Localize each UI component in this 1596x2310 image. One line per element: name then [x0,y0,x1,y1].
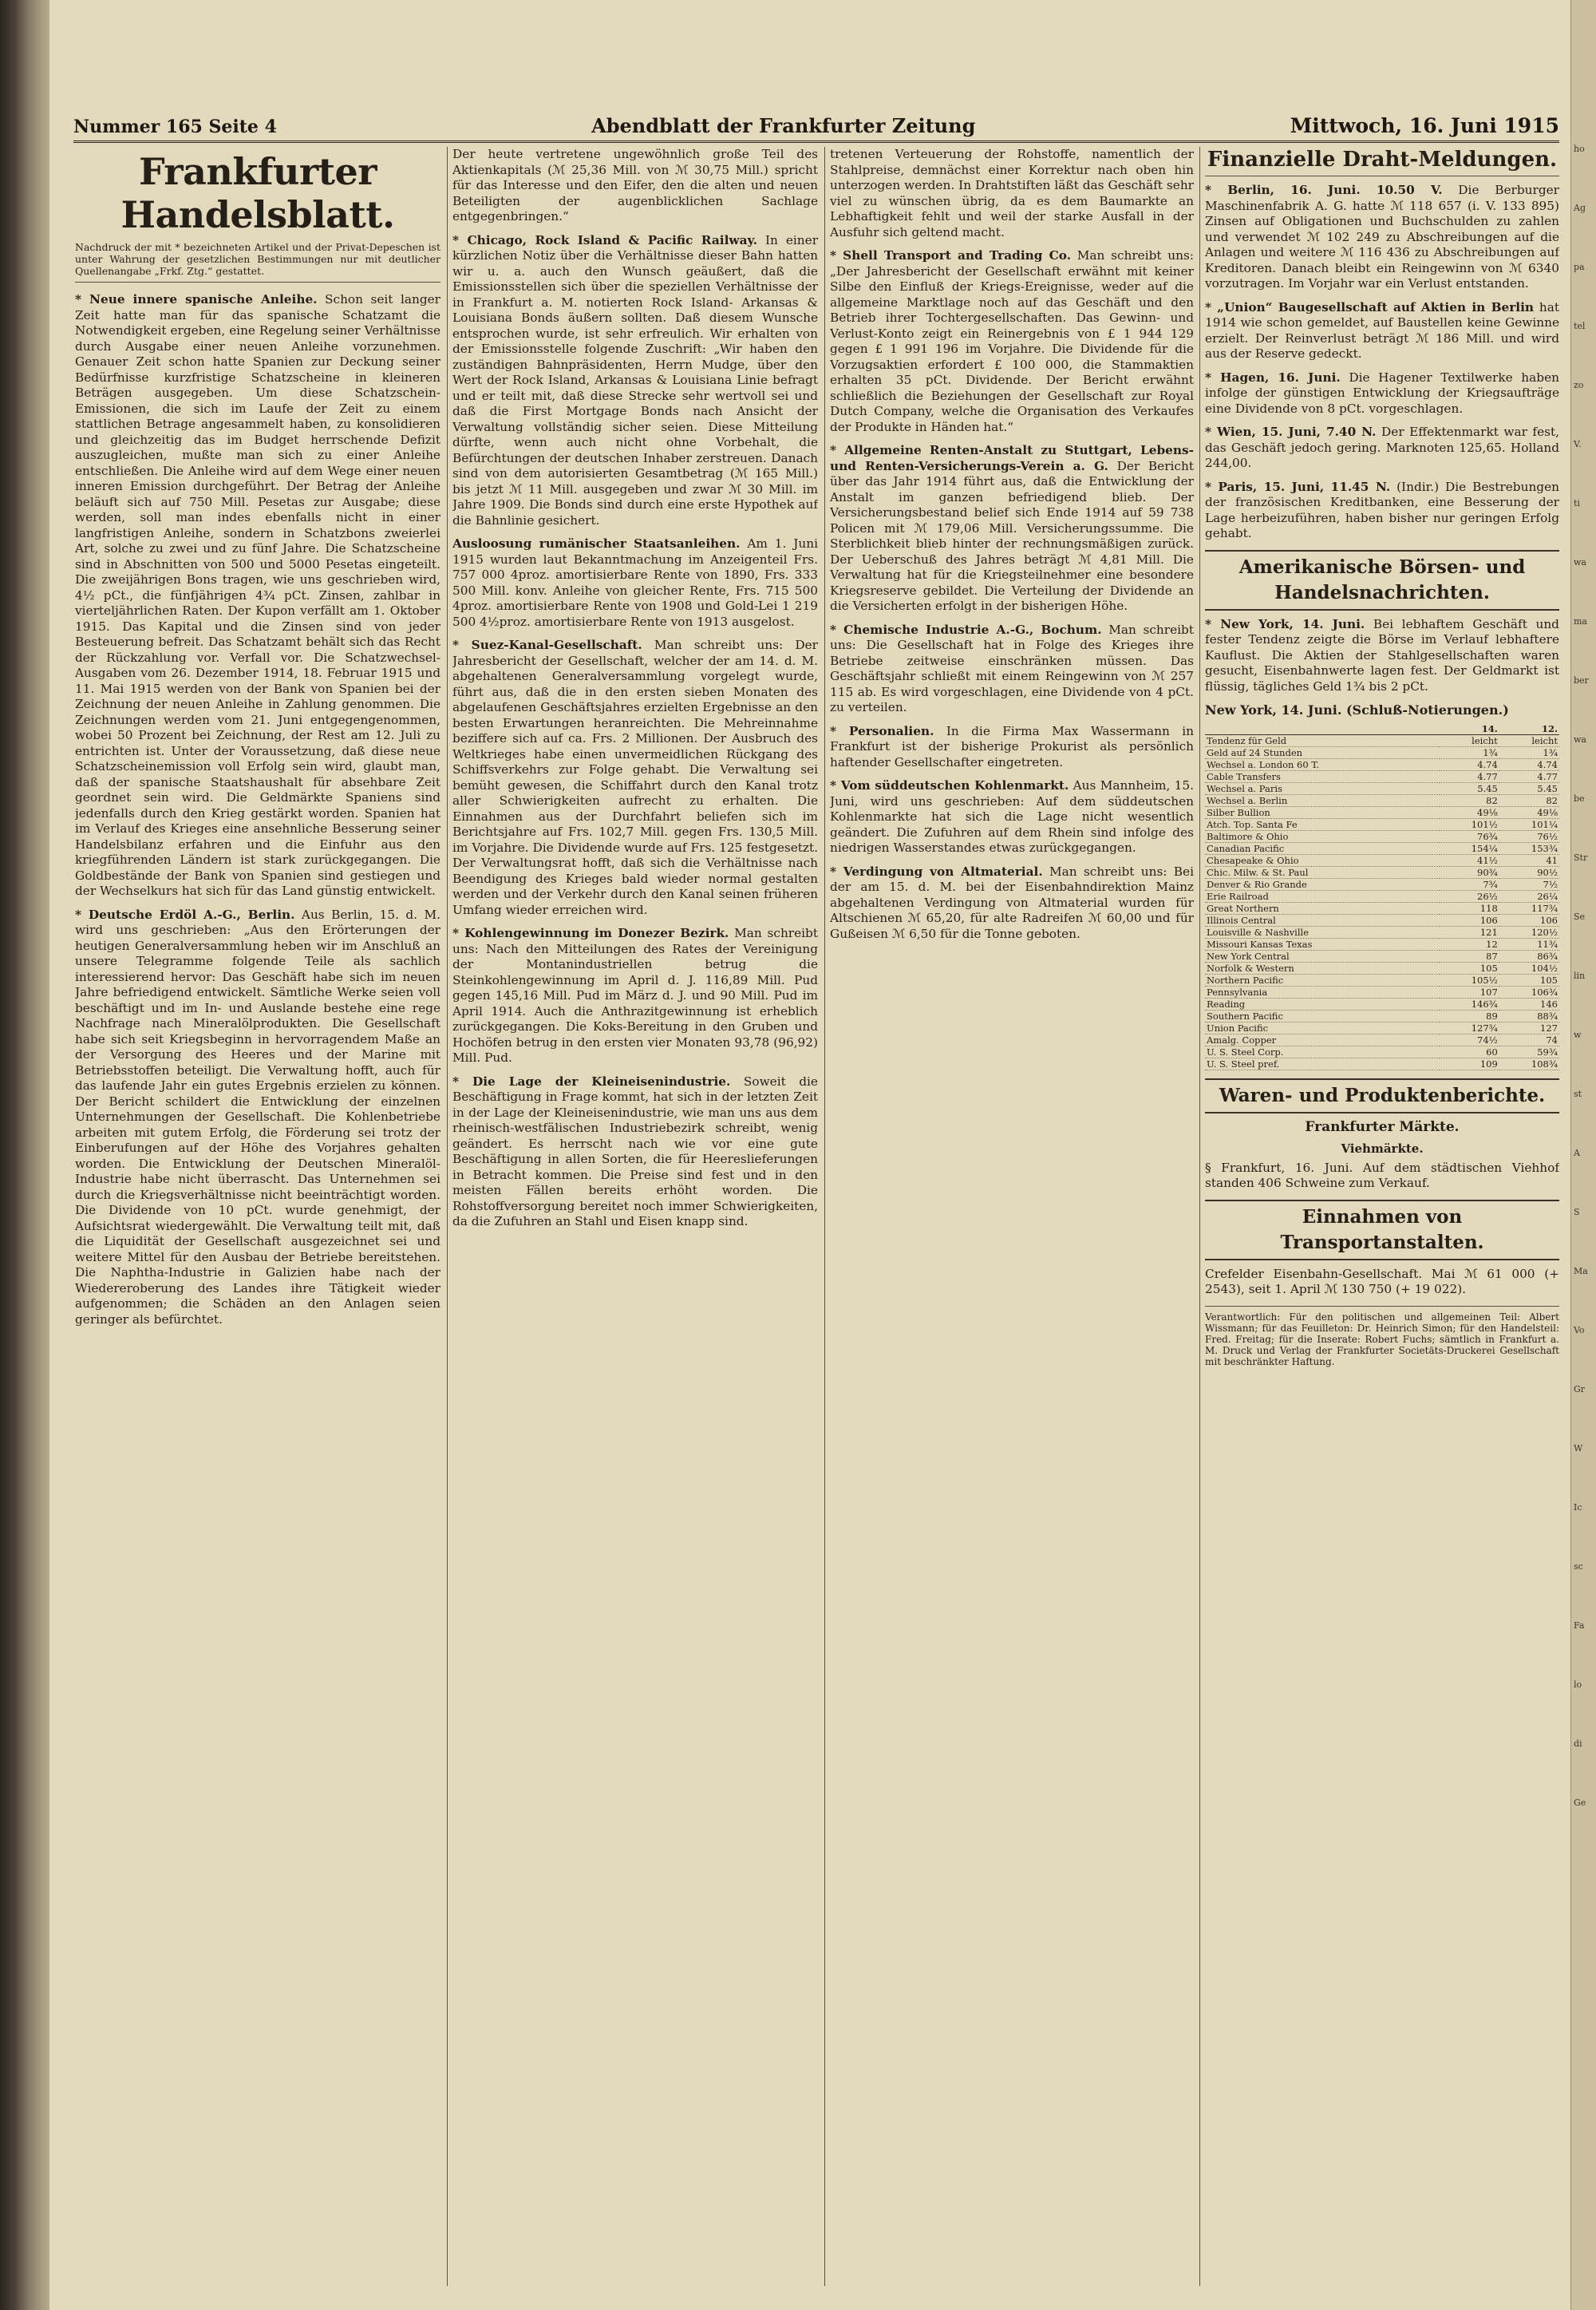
quote-value: 49⅛ [1499,806,1559,818]
quotes-row [1205,1058,1559,1070]
article-body: Soweit die Beschäftigung in Frage kommt, hat sich in der letzten Zeit in der Lage der Kleineisenindustrie, wie man uns aus dem rheinisch-westfälischen Industriebezirk schreibt, wenig geändert. Es herrscht nach wie vor eine gute Beschäftigung in allen Sorten, die für Heereslieferungen in Betracht kommen. Die Preise sind fest und in den meisten Fällen bereits erhöht worden. Die Rohstoffversorgung bereitet noch immer Schwierigkeiten, da die Zufuhren an Stahl und Eisen knapp sind. [452,1074,818,1228]
edge-fragment: Ge [1574,1798,1586,1808]
article-title: Ausloosung rumänischer Staatsanleihen. [452,536,741,551]
article-body: (Indir.) Die Bestrebungen der französischen Kreditbanken, eine Besserung der Lage herbeizuführen, haben bisher nur geringen Erfolg gehabt. [1205,479,1559,540]
quote-name: Canadian Pacific [1205,842,1440,854]
quote-value: 153¾ [1499,842,1559,854]
quotes-row [1205,842,1559,854]
quote-name: Erie Railroad [1205,890,1440,902]
quotes-row [1205,770,1559,782]
quote-value: 101¼ [1499,818,1559,830]
quote-value: 105 [1499,974,1559,986]
edge-fragment: wa [1574,734,1586,745]
edge-fragment: lin [1574,971,1586,981]
quote-value: leicht [1440,734,1499,746]
edge-fragment: V. [1574,439,1582,449]
column-2 [452,147,818,2286]
quote-name: Southern Pacific [1205,1010,1440,1022]
article-body: In die Firma Max Wassermann in Frankfurt ist der bisherige Prokurist als persönlich haftender Gesellschafter eingetreten. [830,723,1194,769]
quotes-row [1205,746,1559,758]
head-rule [73,140,1559,143]
quotes-row [1205,974,1559,986]
article-title: * Suez-Kanal-Gesellschaft. [452,638,642,652]
quote-value: 154¼ [1440,842,1499,854]
quote-value: 106 [1440,914,1499,926]
section-heading-transport-income: Einnahmen von Transportanstalten. [1205,1200,1559,1260]
quotes-row [1205,806,1559,818]
article [75,292,440,900]
quotes-row [1205,962,1559,974]
transport-report: Crefelder Eisenbahn-Gesellschaft. Mai ℳ 61 000 (+ 2543), seit 1. April ℳ 130 750 (+ 19 022). [1205,1266,1559,1296]
adjacent-page-edge [1570,0,1596,2310]
edge-fragment: Se [1574,912,1586,922]
quote-name: New York Central [1205,950,1440,962]
edge-fragment: Gr [1574,1384,1586,1394]
quote-value: 76½ [1499,830,1559,842]
quote-value: 74 [1499,1034,1559,1046]
column-4 [1205,147,1559,2286]
quote-value: 127 [1499,1022,1559,1034]
quote-value: 76¾ [1440,830,1499,842]
edge-fragment: Str [1574,852,1588,863]
quotes-table [1205,723,1559,1070]
article-title: * Deutsche Erdöl A.-G., Berlin. [75,907,295,922]
edge-fragment: pa [1574,262,1585,272]
edge-fragment: ti [1574,498,1580,508]
edge-fragment: w [1574,1030,1582,1040]
edge-fragment: lo [1574,1679,1582,1690]
issue-date: Mittwoch, 16. Juni 1915 [1290,114,1559,137]
edge-fragment: Vo [1574,1325,1585,1335]
article-body: In einer kürzlichen Notiz über die Verhältnisse dieser Bahn hatten wir u. a. auch den Wunsch geäußert, daß die Emissionsstellen sich über die speziellen Verhältnisse der in Frankfurt a. M. notierten Rock Island- Arkansas & Louisiana Bonds äußern sollten. Daß diesem Wunsche entsprochen wurde, ist sehr erfreulich. Wir erhalten von der Emissionsstelle folgende Zuschrift: „Wir haben den zuständigen Bahnpräsidenten, Herrn Mudge, über den Wert der Rock Island, Arkansas & Louisiana Linie befragt und er teilt mit, daß diese Strecke sehr wertvoll sei und daß die First Mortgage Bonds nach Ansicht der Verwaltung vollständig sicher seien. Diese Mitteilung dürfte, wenn auch nicht ohne Vorbehalt, die Befürchtungen der deutschen Inhaber zerstreuen. Danach sind von dem autorisierten Gesamtbetrag (ℳ 165 Mill.) bis jetzt ℳ 11 Mill. ausgegeben und zwar ℳ 30 Mill. im Jahre 1909. Die Bonds sind durch eine erste Hypothek auf die Bahnlinie gesichert. [452,232,818,528]
quote-value: 90¾ [1440,866,1499,878]
quote-name: Wechsel a. London 60 T. [1205,758,1440,770]
quote-value: 109 [1440,1058,1499,1070]
quotes-row [1205,1046,1559,1058]
edge-fragment: S [1574,1207,1580,1217]
quote-name: Cable Transfers [1205,770,1440,782]
running-head [73,105,1559,137]
quote-name: Illinois Central [1205,914,1440,926]
quote-value: 104½ [1499,962,1559,974]
quotes-row [1205,758,1559,770]
quote-value: 146¾ [1440,998,1499,1010]
article-body: Schon seit langer Zeit hatte man für das spanische Schatzamt die Notwendigkeit ergeben, eine Regelung seiner Verhältnisse durch Ausgabe einer neuen Anleihe vorzunehmen. Genauer Zeit schon hatte Spanien zur Deckung seiner Bedürfnisse kurzfristige Schatzscheine in kleineren Beträgen ausgegeben. Um diese Schatzschein-Emissionen, die sich im Laufe der Zeit zu einem stattlichen Betrage angesammelt haben, zu konsolidieren und gleichzeitig das im Budget herrschende Defizit auszugleichen, mußte man sich zu einer Anleihe entschließen. Die Anleihe wird auf dem Wege einer neuen inneren Emission durchgeführt. Der Betrag der Anleihe beläuft sich auf 750 Mill. Pesetas zur Ausgabe; diese werden, soll man indes ebenfalls nicht in einer langfristigen Anleihe, sondern in Schatzbons zweierlei Art, solche zu zwei und zu fünf Jahre. Die Schatzscheine sind in Abschnitten von 500 und 5000 Pesetas eingeteilt. Die zweijährigen Bons tragen, wie uns geschrieben wird, 4½ pCt., die fünfjährigen 4¾ pCt. Zinsen, zahlbar in vierteljährlichen Raten. Der Kupon verfällt am 1. Oktober 1915. Das Kapital und die Zinsen sind von jeder Besteuerung befreit. Das Schatzamt behält sich das Recht der Rückzahlung vor. Verfall vor. Die Schatzwechsel-Ausgaben vom 26. Dezember 1914, 18. Februar 1915 und 11. Mai 1915 werden von der Bank von Spanien bei der Zeichnung der neuen Anleihe in Zahlung genommen. Die Zeichnungen werden vom 21. Juni entgegengenommen, wobei 50 Prozent bei Zeichnung, der Rest am 12. Juli zu entrichten ist. Unter der Voraussetzung, daß diese neue Schatzscheinemission voll Erfolg sein wird, glaubt man, daß der spanische Staatshaushalt für absehbare Zeit geordnet sein wird. Die Geldmärkte Spaniens sind jedenfalls durch den Krieg gestärkt worden. Spanien hat im Verlauf des Krieges eine ansehnliche Besserung seiner Handelsbilanz erfahren und die Einfuhr aus den kriegführenden Ländern ist stark zurückgegangen. Die Goldbestände der Bank von Spanien sind gestiegen und der Wechselkurs hat sich für das Land günstig entwickelt. [75,292,440,898]
book-binding-edge [0,0,49,2310]
article-body: Die Hagener Textilwerke haben infolge der günstigen Entwicklung der Kriegsaufträge eine Dividende von 8 pCt. vorgeschlagen. [1205,370,1559,416]
quote-name: Great Northern [1205,902,1440,914]
edge-fragment: sc [1574,1561,1583,1572]
article-body: Man schreibt uns: Nach den Mitteilungen des Rates der Vereinigung der Montanindustriellen betrug die Steinkohlengewinnung im April d. J. 116,89 Mill. Pud gegen 145,16 Mill. Pud im März d. J. und 90 Mill. Pud im April 1914. Auch die Anthrazitgewinnung ist erheblich zurückgegangen. Die Koks-Bereitung in den Gruben und Hochöfen betrug in den ersten vier Monaten 93,78 (96,92) Mill. Pud. [452,926,818,1065]
quote-value: 4.77 [1440,770,1499,782]
quote-value: 7½ [1499,878,1559,890]
quote-value: 4.77 [1499,770,1559,782]
quote-name: Pennsylvania [1205,986,1440,998]
article-title: * Kohlengewinnung im Donezer Bezirk. [452,926,729,940]
quotes-row [1205,986,1559,998]
quote-value: 59¾ [1499,1046,1559,1058]
quote-value: 89 [1440,1010,1499,1022]
quote-value: 60 [1440,1046,1499,1058]
quote-value: 49⅛ [1440,806,1499,818]
quote-value: 90½ [1499,866,1559,878]
column-rule [824,147,825,2286]
column-3 [830,147,1194,2286]
quote-value: leicht [1499,734,1559,746]
quotes-row [1205,878,1559,890]
article-body: tretenen Verteuerung der Rohstoffe, namentlich der Stahlpreise, demnächst einer Korrektur nach oben hin unterzogen werden. In Drahtstiften läßt das Geschäft sehr viel zu wünschen übrig, da es dem Baumarkte an Lebhaftigkeit fehlt und weil der starke Ausfall in der Ausfuhr sich geltend macht. [830,147,1194,239]
quote-value: 82 [1499,794,1559,806]
quotes-row [1205,794,1559,806]
quote-value: 88¾ [1499,1010,1559,1022]
quote-name: Reading [1205,998,1440,1010]
quote-value: 82 [1440,794,1499,806]
section-masthead: Frankfurter Handelsblatt. [120,150,395,236]
article-title: * Shell Transport and Trading Co. [830,248,1072,263]
article-title: * Allgemeine Renten-Anstalt zu Stuttgart, Lebens- und Renten-Versicherungs-Verein a. G. [830,443,1194,473]
quotes-row [1205,890,1559,902]
quote-value: 74½ [1440,1034,1499,1046]
quotes-row [1205,1022,1559,1034]
article-body: Aus Mannheim, 15. Juni, wird uns geschrieben: Auf dem süddeutschen Kohlenmarkte hat sich die Lage nicht wesentlich geändert. Die Zufuhren auf dem Rhein sind infolge des niedrigen Wasserstandes etwas zurückgegangen. [830,778,1194,855]
article [75,908,440,1328]
paper-name: Abendblatt der Frankfurter Zeitung [591,114,976,137]
edge-fragment: di [1574,1738,1582,1749]
quote-value: 1¾ [1440,746,1499,758]
market-heading: Frankfurter Märkte. [1305,1118,1460,1135]
edge-fragment: tel [1574,321,1586,331]
quotes-row [1205,914,1559,926]
article [1205,300,1559,362]
article-title: * Hagen, 16. Juni. [1205,370,1341,385]
edge-fragment: Ag [1574,203,1586,213]
quote-value: 105½ [1440,974,1499,986]
quote-value: 106 [1499,914,1559,926]
article-title: * Die Lage der Kleineisenindustrie. [452,1074,731,1089]
edge-fragment: be [1574,793,1585,804]
quotes-row [1205,854,1559,866]
quote-name: U. S. Steel Corp. [1205,1046,1440,1058]
quote-value: 107 [1440,986,1499,998]
quote-value: 26½ [1440,890,1499,902]
quote-name: Wechsel a. Paris [1205,782,1440,794]
quote-value: 41½ [1440,854,1499,866]
column-rule [447,147,448,2286]
article-title: * Berlin, 16. Juni. 10.50 V. [1205,183,1443,197]
edge-fragment: Fa [1574,1620,1585,1631]
quote-name: Wechsel a. Berlin [1205,794,1440,806]
article [1205,617,1559,695]
quote-name: Amalg. Copper [1205,1034,1440,1046]
article [452,926,818,1066]
article-title: * New York, 14. Juni. [1205,616,1365,631]
quote-value: 4.74 [1499,758,1559,770]
quote-name: Missouri Kansas Texas [1205,938,1440,950]
market-subheading: Viehmärkte. [1341,1141,1424,1156]
article [452,233,818,529]
article [452,1074,818,1230]
quote-value: 120½ [1499,926,1559,938]
quotes-row [1205,1034,1559,1046]
article [1205,183,1559,292]
market-report: § Frankfurt, 16. Juni. Auf dem städtischen Viehhof standen 406 Schweine zum Verkauf. [1205,1160,1559,1190]
quote-value: 1¾ [1499,746,1559,758]
article-body: Der heute vertretene ungewöhnlich große Teil des Aktienkapitals (ℳ 25,36 Mill. von ℳ 30,75 Mill.) spricht für das Interesse und den Eifer, den die alten und neuen Beteiligten der augenblicklichen Sachlage entgegenbringen.“ [452,147,818,223]
quote-value: 146 [1499,998,1559,1010]
quote-value: 11¾ [1499,938,1559,950]
quotes-title: New York, 14. Juni. (Schluß-Notierungen.) [1205,702,1509,718]
article [830,623,1194,716]
quote-value: 5.45 [1440,782,1499,794]
quote-value: 106¾ [1499,986,1559,998]
article [830,778,1194,856]
quote-name: Northern Pacific [1205,974,1440,986]
quote-value: 86¾ [1499,950,1559,962]
column-rule [1199,147,1200,2286]
quote-value: 5.45 [1499,782,1559,794]
quote-value: 4.74 [1440,758,1499,770]
quote-value: 26¼ [1499,890,1559,902]
article-title: * Personalien. [830,723,934,738]
quote-name: Silber Bullion [1205,806,1440,818]
article-body: Der Effektenmarkt war fest, das Geschäft jedoch gering. Marknoten 125,65. Holland 244,00. [1205,425,1559,470]
quote-value: 41 [1499,854,1559,866]
edge-fragment: ber [1574,675,1589,686]
quote-value: 117¾ [1499,902,1559,914]
quote-value: 87 [1440,950,1499,962]
quote-name [1205,723,1440,735]
quote-name: Norfolk & Western [1205,962,1440,974]
quotes-row [1205,926,1559,938]
quotes-row [1205,830,1559,842]
section-heading-finance-wires: Finanzielle Draht-Meldungen. [1205,147,1559,176]
quote-value: 14. [1440,723,1499,735]
article-title: * Wien, 15. Juni, 7.40 N. [1205,425,1377,439]
edge-fragment: Ic [1574,1502,1582,1513]
quote-value: 12 [1440,938,1499,950]
edge-fragment: wa [1574,557,1586,568]
article-title: * Neue innere spanische Anleihe. [75,292,318,307]
article-title: * Paris, 15. Juni, 11.45 N. [1205,479,1391,494]
quote-value: 7¾ [1440,878,1499,890]
article [1205,425,1559,472]
edge-fragment: st [1574,1089,1582,1099]
quote-name: Chic. Milw. & St. Paul [1205,866,1440,878]
article-body: Aus Berlin, 15. d. M. wird uns geschrieben: „Aus den Erörterungen der heutigen Generalversammlung heben wir im Anschluß an unsere Telegramme folgende Teile als sachlich interessierend hervor: Das Geschäft habe sich im neuen Jahre befriedigend entwickelt. Sämtliche Werke seien voll beschäftigt und im In- und Auslande bestehe eine rege Nachfrage nach Mineralölprodukten. Die Gesellschaft habe sich seit Kriegsbeginn in hervorragendem Maße an der Versorgung des Heeres und der Marine mit Betriebsstoffen beteiligt. Die Verwaltung hofft, auch für das laufende Jahr ein gutes Ergebnis erzielen zu können. Der Bericht schildert die Entwicklung der einzelnen Unternehmungen der Gesellschaft. Die Kohlenbetriebe arbeiten mit gutem Erfolg, die Förderung sei trotz der Einberufungen auf der Höhe des Vorjahres gehalten worden. Die Entwicklung der Deutschen Mineralöl-Industrie habe nicht überrascht. Das Unternehmen sei durch die Kriegsverhältnisse nicht beeinträchtigt worden. Die Dividende von 10 pCt. wurde genehmigt, der Aufsichtsrat wiedergewählt. Die Verwaltung teilt mit, daß die Liquidität der Gesellschaft ausgezeichnet sei und weitere Mittel für den Ausbau der Betriebe bereitstehen. Die Naphtha-Industrie in Galizien habe nach der Wiedereroberung des Landes ihre Tätigkeit wieder aufgenommen; die Schäden an den Anlagen seien geringer als befürchtet. [75,907,440,1327]
article-body: Die Berburger Maschinenfabrik A. G. hatte ℳ 118 657 (i. V. 133 895) Zinsen auf Obligationen und Buchschulden zu zahlen und verwendet ℳ 102 249 zu Abschreibungen auf die Anlagen und weitere ℳ 116 436 zu Abschreibungen auf Kreditoren. Danach bleibt ein Reingewinn von ℳ 6340 vorzutragen. Im Vorjahr war ein Verlust entstanden. [1205,183,1559,291]
quote-value: 101½ [1440,818,1499,830]
quote-name: Baltimore & Ohio [1205,830,1440,842]
edge-fragment: ma [1574,616,1587,627]
quotes-row [1205,950,1559,962]
edge-fragment: ho [1574,144,1585,154]
quote-name: Tendenz für Geld [1205,734,1440,746]
quotes-row [1205,818,1559,830]
article-body: Am 1. Juni 1915 wurden laut Bekanntmachung im Anzeigenteil Frs. 757 000 4proz. amortisierbare Rente von 1890, Frs. 333 500 Mill. konv. Anleihe von gleicher Rente, Frs. 715 500 4proz. amortisierbare Rente von 1908 und Gold-Lei 1 219 500 4½proz. amortisierbare Rente von 1913 ausgelost. [452,536,818,629]
article [1205,480,1559,542]
article-body: Man schreibt uns: Der Jahresbericht der Gesellschaft, welcher der am 14. d. M. abgehaltenen Generalversammlung vorgelegt wurde, führt aus, daß die in den ersten sieben Monaten des abgelaufenen Geschäftsjahres erzielten Ergebnisse an den besten Erwartungen heranreichten. Die Mehreinnahme beziffere sich auf ca. Frs. 2 Millionen. Der Ausbruch des Weltkrieges habe einen unvermeidlichen Rückgang des Schiffsverkehrs zur Folge gehabt. Die Verwaltung sei bemüht gewesen, die Schiffahrt durch den Kanal trotz aller Schwierigkeiten aufrecht zu erhalten. Die Einnahmen aus der Durchfahrt beliefen sich im Berichtsjahre auf Frs. 102,7 Mill. gegen Frs. 130,5 Mill. im Vorjahre. Die Dividende wurde auf Frs. 125 festgesetzt. Der Verwaltungsrat hofft, daß sich die Verhältnisse nach Beendigung des Krieges bald wieder normal gestalten werden und der Verkehr durch den Kanal seinen früheren Umfang wieder erreichen wird. [452,638,818,917]
issue-number: Nummer 165 Seite 4 [73,117,277,137]
quote-value: 118 [1440,902,1499,914]
edge-fragment: Ma [1574,1266,1588,1276]
article [830,864,1194,943]
article-body: hat 1914 wie schon gemeldet, auf Baustellen keine Gewinne erzielt. Der Reinverlust beträgt ℳ 186 Mill. und wird aus der Reserve gedeckt. [1205,299,1559,361]
quotes-row [1205,734,1559,746]
quote-value: 121 [1440,926,1499,938]
article-title: * „Union“ Baugesellschaft auf Aktien in Berlin [1205,299,1535,314]
quote-value: 105 [1440,962,1499,974]
quotes-row [1205,938,1559,950]
quotes-row [1205,1010,1559,1022]
quotes-row [1205,782,1559,794]
article [830,147,1194,240]
article-title: * Chemische Industrie A.-G., Bochum. [830,622,1102,637]
article [452,147,818,225]
article-title: * Verdingung von Altmaterial. [830,864,1043,879]
article-body: Bei lebhaftem Geschäft und fester Tendenz zeigte die Börse im Verlauf lebhaftere Kauflust. Die Aktien der Stahlgesellschaften waren gesucht, Eisenbahnwerte lagen fest. Der Geldmarkt ist flüssig, tägliches Geld 1¾ bis 2 pCt. [1205,616,1559,694]
quote-value: 127¾ [1440,1022,1499,1034]
article-body: Man schreibt uns: „Der Jahresbericht der Gesellschaft erwähnt mit keiner Silbe den Einfluß der Kriegs-Ereignisse, weder auf die allgemeine Marktlage noch auf das Geschäft und den Betrieb ihrer Tochtergesellschaften. Das Gewinn- und Verlust-Konto zeigt ein Reinergebnis von £ 1 944 129 gegen £ 1 991 196 im Vorjahre. Die Dividende für die Vorzugsaktien erfordert £ 100 000, die Stammaktien erhalten 35 pCt. Dividende. Der Bericht erwähnt schließlich die Beziehungen der Gesellschaft zur Royal Dutch Company, welche die Organisation des Verkaufes der Produkte in Händen hat.“ [830,248,1194,434]
quote-name: Denver & Rio Grande [1205,878,1440,890]
imprint: Verantwortlich: Für den politischen und allgemeinen Teil: Albert Wissmann; für das Feuilleton: Dr. Heinrich Simon; für den Handelsteil: Fred. Freitag; für die Inserate: Robert Fuchs; sämtlich in Frankfurt a. M. Druck und Verlag der Frankfurter Societäts-Druckerei Gesellschaft mit beschränkter Haftung. [1205,1306,1559,1367]
column-1 [75,147,440,2286]
article-body: Man schreibt uns: Die Gesellschaft hat in Folge des Krieges ihre Betriebe zeitweise einschränken müssen. Das Geschäftsjahr schließt mit einem Reingewinn von ℳ 257 115 ab. Es wird vorgeschlagen, eine Dividende von 4 pCt. zu verteilen. [830,622,1194,714]
quote-name: Atch. Top. Santa Fe [1205,818,1440,830]
article [830,443,1194,615]
article [830,724,1194,771]
quote-name: Union Pacific [1205,1022,1440,1034]
article-body: Der Bericht über das Jahr 1914 führt aus, daß die Entwicklung der Anstalt im ganzen befriedigend blieb. Der Versicherungsbestand belief sich Ende 1914 auf 59 738 Policen mit ℳ 179,06 Mill. Versicherungssumme. Die Sterblichkeit blieb hinter der rechnungsmäßigen zurück. Der Ueberschuß des Jahres beträgt ℳ 4,81 Mill. Die Verwaltung hat für die Kriegsteilnehmer eine besondere Kriegsreserve gebildet. Die Verteilung der Dividende an die Versicherten erfolgt in der bisherigen Höhe. [830,458,1194,613]
quote-name: U. S. Steel pref. [1205,1058,1440,1070]
quote-name: Chesapeake & Ohio [1205,854,1440,866]
section-heading-goods-reports: Waren- und Produktenberichte. [1205,1078,1559,1113]
edge-fragment: zo [1574,380,1584,390]
section-heading-american-news: Amerikanische Börsen- und Handelsnachrichten. [1205,550,1559,611]
quotes-header-row [1205,723,1559,735]
quotes-row [1205,866,1559,878]
quote-name: Geld auf 24 Stunden [1205,746,1440,758]
quotes-row [1205,998,1559,1010]
reprint-note: Nachdruck der mit * bezeichneten Artikel und der Privat-Depeschen ist unter Wahrung der gesetzlichen Bestimmungen nur mit deutlicher Quellenangabe „Frkf. Ztg.“ gestattet. [75,241,440,283]
quotes-row [1205,902,1559,914]
article [452,638,818,918]
quote-name: Louisville & Nashville [1205,926,1440,938]
edge-fragment: W [1574,1443,1583,1454]
article [830,248,1194,435]
quote-value: 12. [1499,723,1559,735]
article [452,536,818,630]
article-body: Man schreibt uns: Bei der am 15. d. M. bei der Eisenbahndirektion Mainz abgehaltenen Verdingung von Altmaterial wurden für Altschienen ℳ 65,20, für alte Radreifen ℳ 60,00 und für Gußeisen ℳ 6,50 für die Tonne geboten. [830,864,1194,941]
article-title: * Vom süddeutschen Kohlenmarkt. [830,778,1069,793]
article-title: * Chicago, Rock Island & Pacific Railway. [452,232,757,247]
article [1205,370,1559,417]
edge-fragment: A [1574,1148,1580,1158]
quote-value: 108¾ [1499,1058,1559,1070]
